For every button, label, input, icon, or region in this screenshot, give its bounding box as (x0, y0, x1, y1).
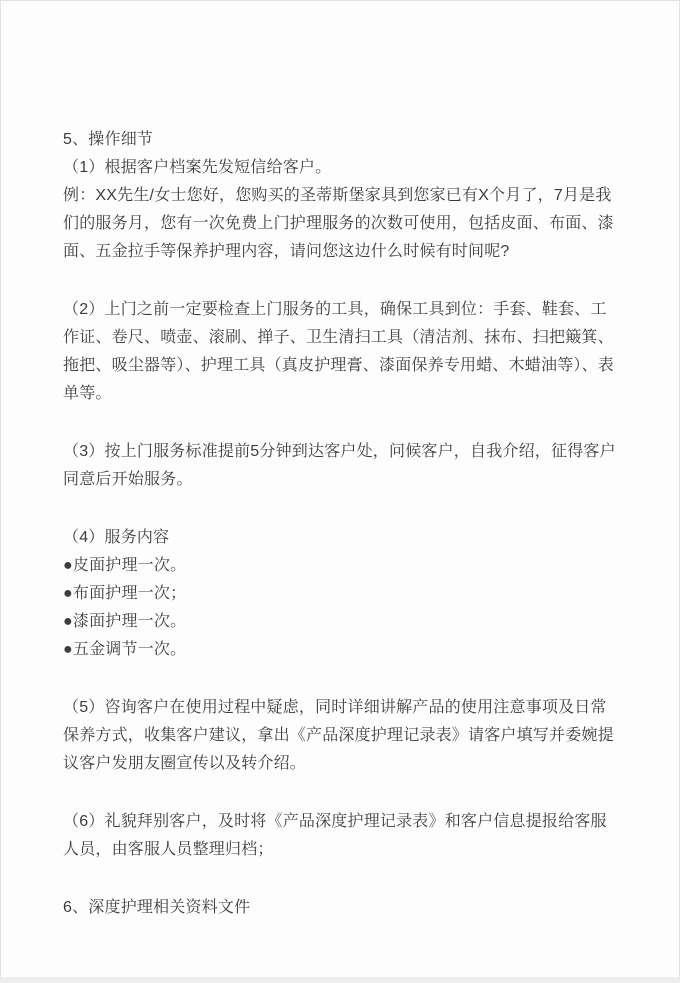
section-5-heading: 5、操作细节 (63, 131, 154, 148)
paragraph-step-2: （2）上门之前一定要检查上门服务的工具，确保工具到位：手套、鞋套、工作证、卷尺、喷壶、滚刷、掸子、卫生清扫工具（清洁剂、抹布、扫把簸箕、拖把、吸尘器等）、护理工具（真皮护理膏、漆面保养专用蜡、木蜡油等）、表单等。 (63, 301, 615, 402)
service-items-list (63, 552, 619, 664)
paragraph-step-3: （3）按上门服务标准提前5分钟到达客户处，问候客户，自我介绍，征得客户同意后开始服务。 (63, 443, 616, 488)
paragraph-step-4: （4）服务内容 (63, 529, 170, 546)
paragraph-step-5: （5）咨询客户在使用过程中疑虑，同时详细讲解产品的使用注意事项及日常保养方式，收集客户建议，拿出《产品深度护理记录表》请客户填写并委婉提议客户发朋友圈宣传以及转介绍。 (63, 699, 614, 772)
document-content (1, 1, 679, 977)
service-item-hardware: ●五金调节一次。 (63, 641, 187, 658)
service-item-paint: ●漆面护理一次。 (63, 613, 187, 630)
service-item-fabric: ●布面护理一次； (63, 585, 187, 602)
paragraph-step-6: （6）礼貌拜别客户，及时将《产品深度护理记录表》和客户信息提报给客服人员，由客服人员整理归档； (63, 813, 607, 858)
paragraph-step-1: （1）根据客户档案先发短信给客户。 (63, 159, 332, 176)
section-6-heading: 6、深度护理相关资料文件 (63, 899, 251, 916)
service-item-leather: ●皮面护理一次。 (63, 557, 187, 574)
paragraph-sms-example: 例：XX先生/女士您好，您购买的圣蒂斯堡家具到您家已有X个月了，7月是我们的服务月，您有一次免费上门护理服务的次数可使用，包括皮面、布面、漆面、五金拉手等保养护理内容，请问您这边什么时候有时间呢? (63, 187, 614, 260)
